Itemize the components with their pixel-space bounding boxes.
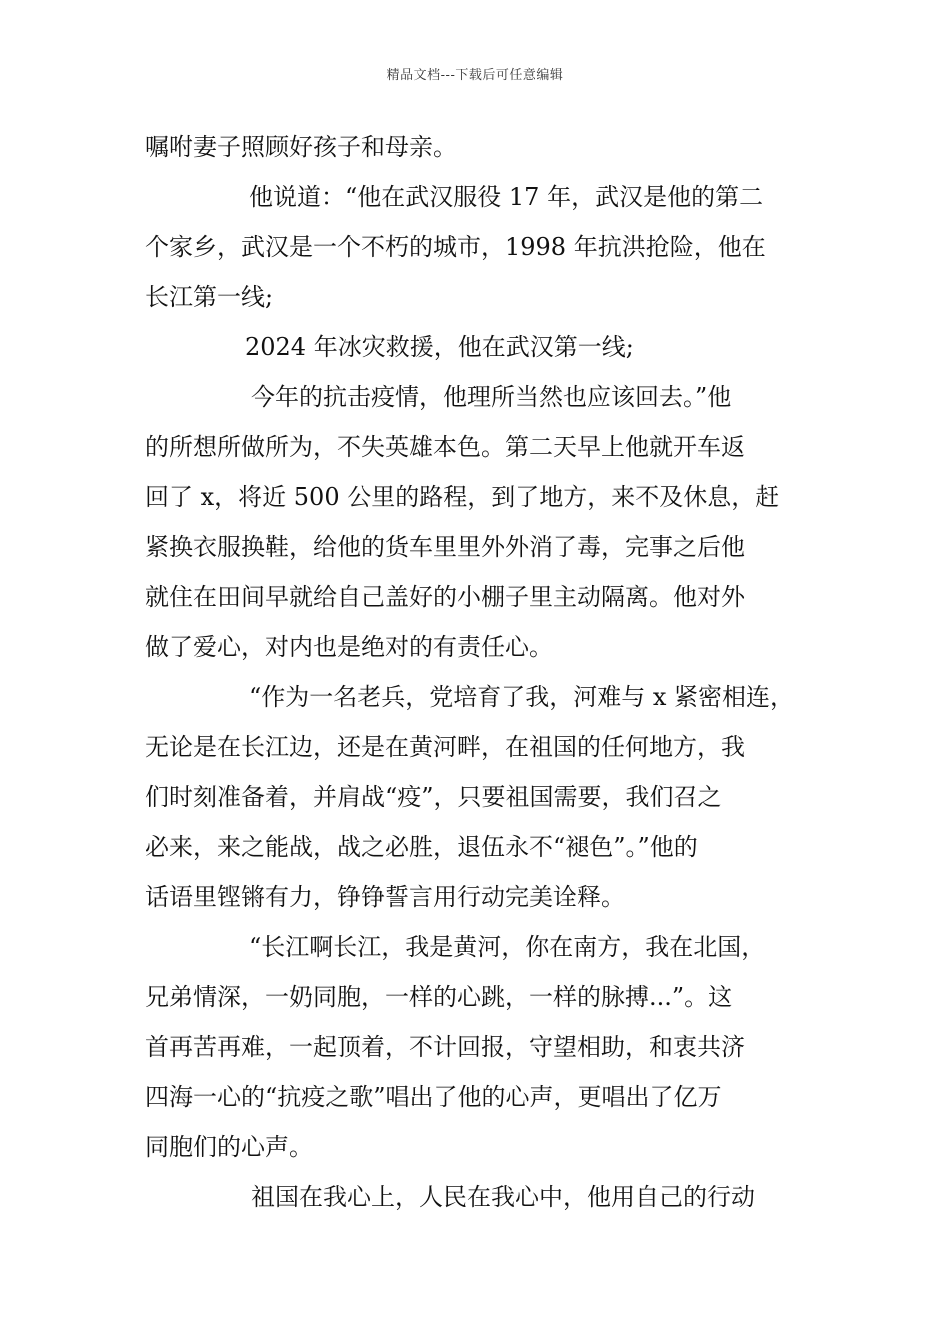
text-line: 嘱咐妻子照顾好孩子和母亲。 [145,133,457,161]
text-line: 四海一心的“抗疫之歌”唱出了他的心声，更唱出了亿万 [145,1083,722,1111]
text-line: 兄弟情深，一奶同胞，一样的心跳，一样的脉搏...”。这 [145,983,733,1011]
text-line: “长江啊长江，我是黄河，你在南方，我在北国， [249,933,766,961]
text-line: 同胞们的心声。 [145,1133,313,1161]
text-line: 紧换衣服换鞋，给他的货车里里外外消了毒，完事之后他 [145,533,745,561]
text-line: 首再苦再难，一起顶着，不计回报，守望相助，和衷共济 [145,1033,745,1061]
text-line: 今年的抗击疫情，他理所当然也应该回去。”他 [251,383,732,411]
text-line: 话语里铿锵有力，铮铮誓言用行动完美诠释。 [145,883,625,911]
page-header: 精品文档---下载后可任意编辑 [386,68,564,83]
text-line: 长江第一线; [145,283,274,311]
text-line: “作为一名老兵，党培育了我，河难与 x 紧密相连， [249,683,795,711]
text-line: 的所想所做所为，不失英雄本色。第二天早上他就开车返 [145,433,745,461]
text-line: 回了 x，将近 500 公里的路程，到了地方，来不及休息，赶 [145,483,780,511]
text-line: 祖国在我心上，人民在我心中，他用自己的行动 [251,1183,755,1211]
text-line: 必来，来之能战，战之必胜，退伍永不“褪色”。”他的 [145,833,698,861]
text-line: 他说道：“他在武汉服役 17 年，武汉是他的第二 [249,183,764,211]
document-body [145,122,810,1222]
text-line: 做了爱心，对内也是绝对的有责任心。 [145,633,553,661]
text-line: 2024 年冰灾救援，他在武汉第一线; [245,333,634,361]
text-line: 们时刻准备着，并肩战“疫”，只要祖国需要，我们召之 [145,783,722,811]
text-line: 无论是在长江边，还是在黄河畔，在祖国的任何地方，我 [145,733,745,761]
text-line: 个家乡，武汉是一个不朽的城市，1998 年抗洪抢险，他在 [145,233,766,261]
text-line: 就住在田间早就给自己盖好的小棚子里主动隔离。他对外 [145,583,745,611]
